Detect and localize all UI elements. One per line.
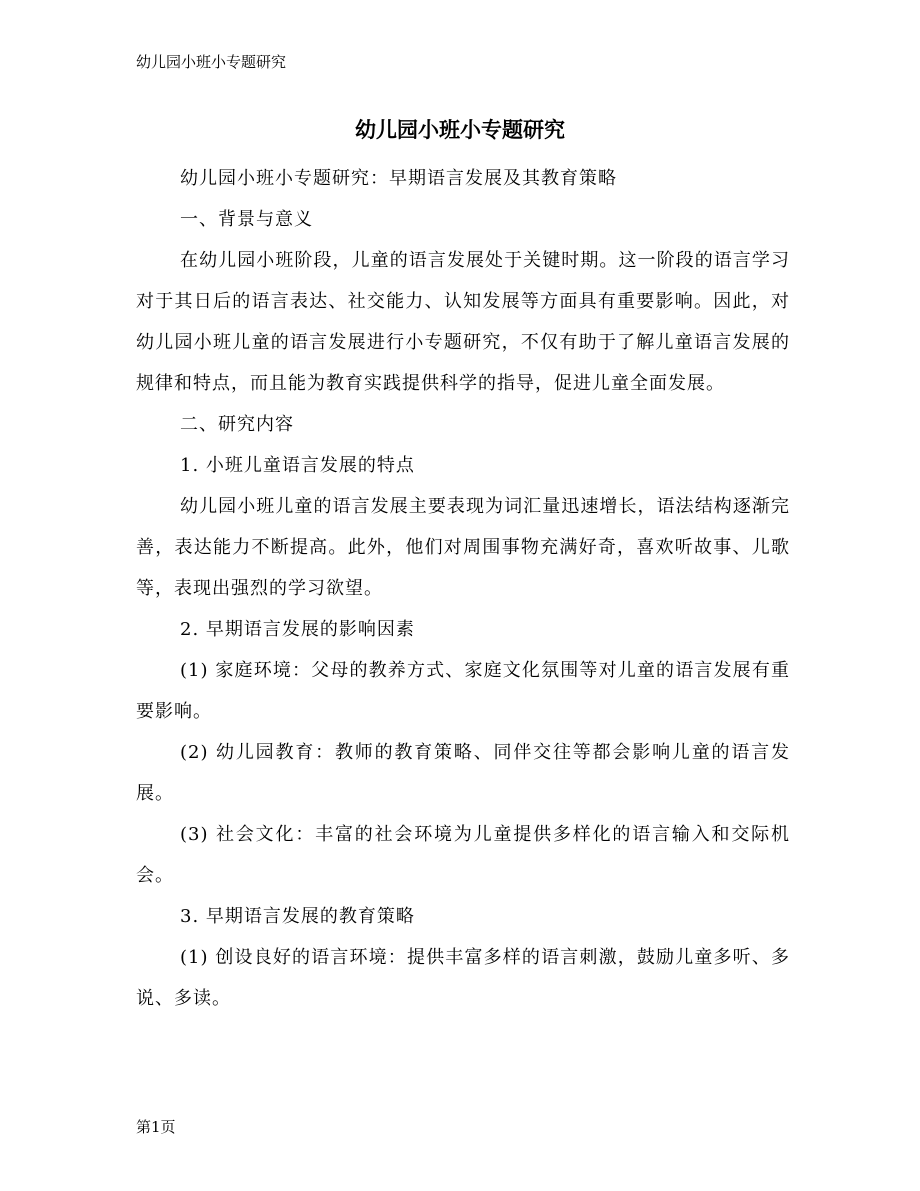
header-divider	[136, 80, 784, 81]
characteristics-paragraph: 幼儿园小班儿童的语言发展主要表现为词汇量迅速增长，语法结构逐渐完善，表达能力不断提高。此外，他们对周围事物充满好奇，喜欢听故事、儿歌等，表现出强烈的学习欲望。	[136, 496, 790, 599]
subheading-characteristics: 1. 小班儿童语言发展的特点	[180, 455, 415, 476]
subheading-strategies: 3. 早期语言发展的教育策略	[180, 906, 415, 927]
document-title: 幼儿园小班小专题研究	[355, 118, 565, 142]
factor-family: (1) 家庭环境：父母的教养方式、家庭文化氛围等对儿童的语言发展有重要影响。	[136, 660, 790, 722]
document-body	[136, 158, 790, 1019]
background-paragraph: 在幼儿园小班阶段，儿童的语言发展处于关键时期。这一阶段的语言学习对于其日后的语言表达、社交能力、认知发展等方面具有重要影响。因此，对幼儿园小班儿童的语言发展进行小专题研究，不仅有助于了解儿童语言发展的规律和特点，而且能为教育实践提供科学的指导，促进儿童全面发展。	[136, 250, 790, 394]
running-header: 幼儿园小班小专题研究	[136, 53, 287, 71]
factor-kindergarten: (2) 幼儿园教育：教师的教育策略、同伴交往等都会影响儿童的语言发展。	[136, 742, 790, 804]
section-heading-content: 二、研究内容	[180, 414, 294, 435]
subtitle-paragraph: 幼儿园小班小专题研究：早期语言发展及其教育策略	[180, 168, 617, 189]
subheading-factors: 2. 早期语言发展的影响因素	[180, 619, 415, 640]
strategy-environment: (1) 创设良好的语言环境：提供丰富多样的语言刺激，鼓励儿童多听、多说、多读。	[136, 947, 790, 1009]
section-heading-background: 一、背景与意义	[180, 209, 313, 230]
factor-society: (3) 社会文化：丰富的社会环境为儿童提供多样化的语言输入和交际机会。	[136, 824, 790, 886]
page-number: 第1页	[136, 1118, 176, 1136]
